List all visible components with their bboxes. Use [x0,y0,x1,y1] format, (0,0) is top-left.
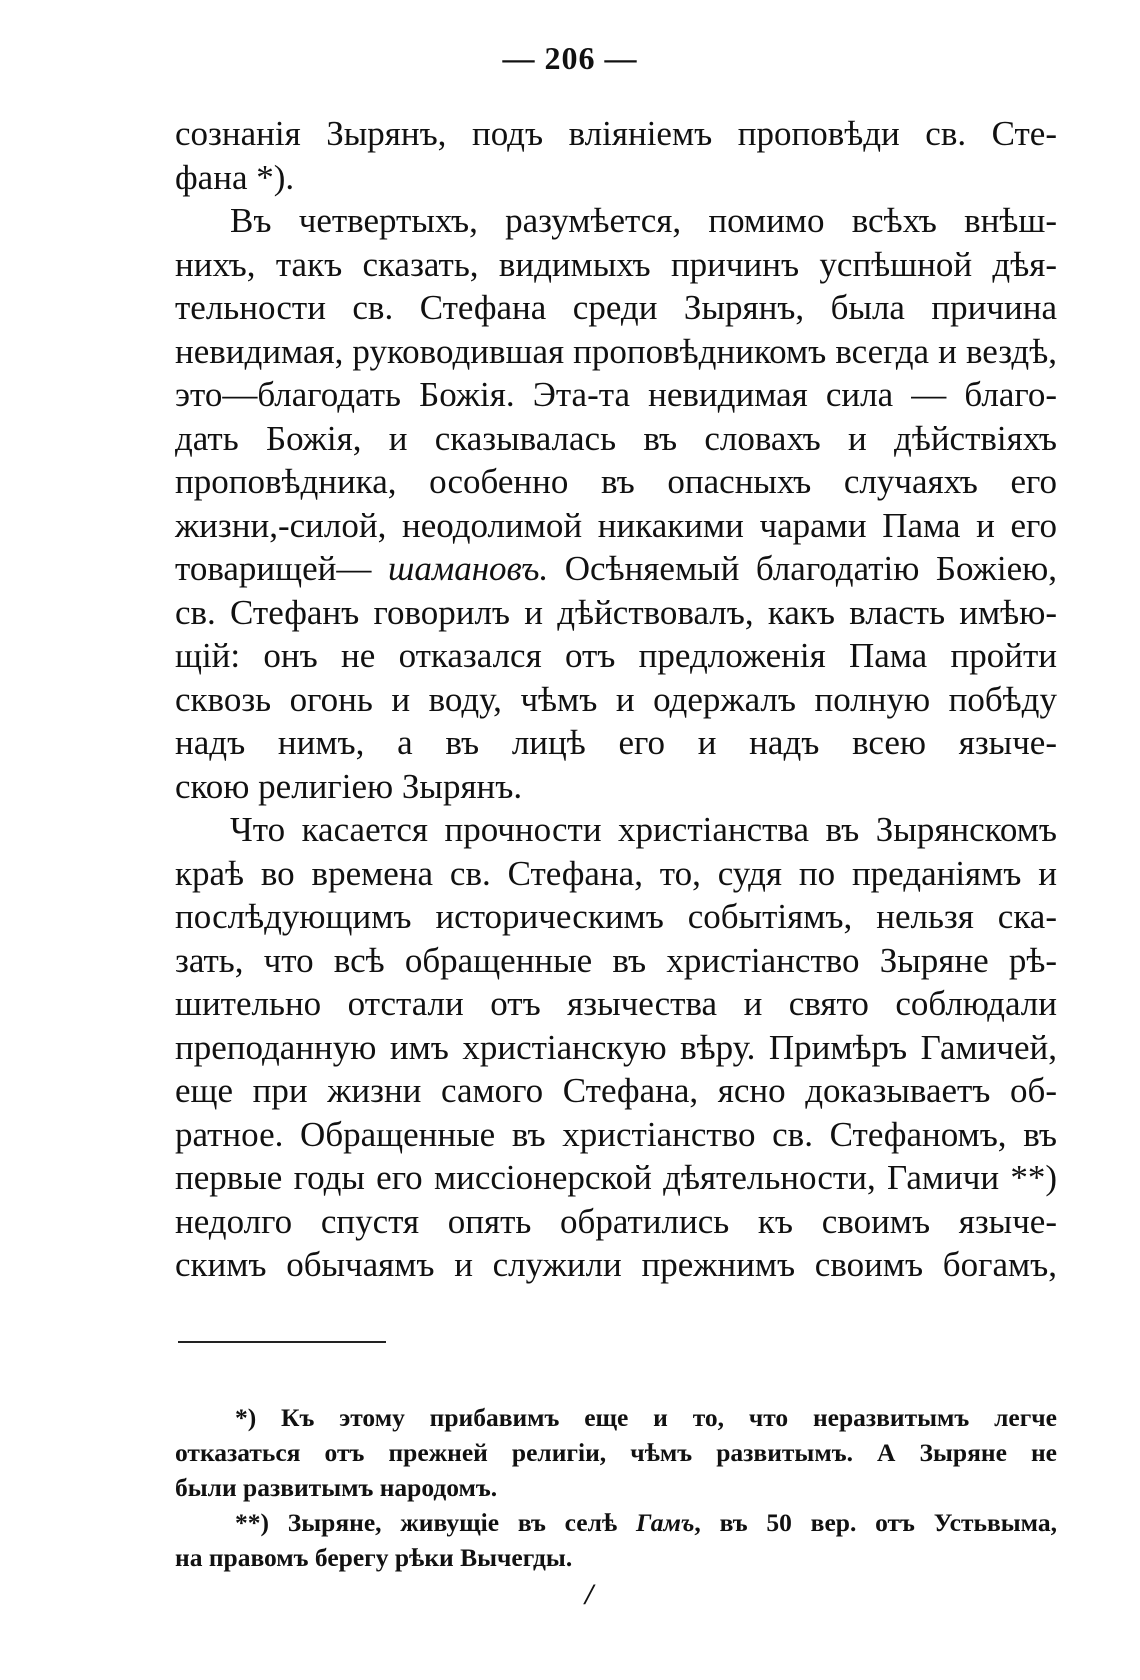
footnote-1 [175,1400,1057,1505]
text-line: шительно отстали отъ язычества и свято соблюдали [175,984,1057,1023]
text-line: сквозь огонь и воду, чѣмъ и одержалъ полную побѣду [175,679,1057,719]
footnote-line: на правомъ берегу рѣки Вычегды. [175,1543,573,1572]
text-line: нихъ, такъ сказать, видимыхъ причинъ успѣшной дѣя- [175,244,1057,284]
text-line: Въ четвертыхъ, разумѣется, помимо всѣхъ внѣш- [230,201,1057,240]
text-line: скою религіею Зырянъ. [175,766,523,806]
text-line: тельности св. Стефана среди Зырянъ, была причина [175,288,1057,327]
text-line: краѣ во времена св. Стефана, то, судя по преданіямъ и [175,853,1057,893]
footnote-line: *) Къ этому прибавимъ еще и то, что неразвитымъ легче [235,1403,1057,1432]
text-line: еще при жизни самого Стефана, ясно доказываетъ об- [175,1071,1057,1110]
text-fragment: , въ 50 вер. отъ Устьвыма, [694,1508,1057,1537]
footnote-line [175,1505,1057,1540]
text-line-with-italic [175,547,1057,591]
text-line: первые годы его миссіонерской дѣятельности, Гамичи **) [175,1158,1057,1197]
footnote-line: были развитымъ народомъ. [175,1473,498,1502]
text-fragment: **) Зыряне, живущіе въ селѣ [235,1508,636,1537]
footnotes [175,1400,1057,1575]
text-fragment: Осѣняемый благодатію Божіею, [548,549,1058,588]
italic-term: шамановъ. [387,549,549,588]
text-line: недолго спустя опять обратились къ своимъ языче- [175,1201,1057,1241]
page-number: — 206 — [502,40,638,76]
paragraph-2 [175,199,1057,808]
text-line: сознанія Зырянъ, подъ вліяніемъ проповѣди св. Сте- [175,114,1057,153]
footnote-2 [175,1505,1057,1575]
text-line: послѣдующимъ историческимъ событіямъ, нельзя ска- [175,897,1057,936]
italic-term: Гамъ [636,1508,695,1537]
text-line: преподанную имъ христіанскую вѣру. Примѣръ Гамичей, [175,1027,1057,1067]
text-line: жизни,-силой, неодолимой никакими чарами Пама и его [175,505,1057,545]
paragraph-3 [175,808,1057,1287]
text-line: св. Стефанъ говорилъ и дѣйствовалъ, какъ власть имѣю- [175,592,1057,632]
footnote-divider [178,1341,386,1343]
text-line: щій: онъ не отказался отъ предложенія Пама пройти [175,636,1057,675]
text-line: ратное. Обращенные въ христіанство св. Стефаномъ, въ [175,1114,1057,1154]
signature-mark: / [585,1578,594,1611]
main-text [175,112,1057,1287]
text-fragment: товарищей— [175,549,388,588]
text-line: проповѣдника, особенно въ опасныхъ случаяхъ его [175,462,1057,501]
text-line: дать Божія, и сказывалась въ словахъ и дѣйствіяхъ [175,418,1057,458]
text-line: это—благодать Божія. Эта-та невидимая сила — благо- [175,375,1057,414]
text-line: зать, что всѣ обращенные въ христіанство Зыряне рѣ- [175,940,1057,980]
text-line: фана *). [175,157,295,197]
text-line: скимъ обычаямъ и служили прежнимъ своимъ богамъ, [175,1245,1057,1284]
text-line: надъ нимъ, а въ лицѣ его и надъ всею языче- [175,723,1057,762]
text-line: Что касается прочности христіанства въ Зырянскомъ [230,810,1057,849]
text-line: невидимая, руководившая проповѣдникомъ всегда и вездѣ, [175,331,1057,371]
footnote-line: отказаться отъ прежней религіи, чѣмъ развитымъ. А Зыряне не [175,1438,1057,1467]
paragraph-1 [175,112,1057,199]
